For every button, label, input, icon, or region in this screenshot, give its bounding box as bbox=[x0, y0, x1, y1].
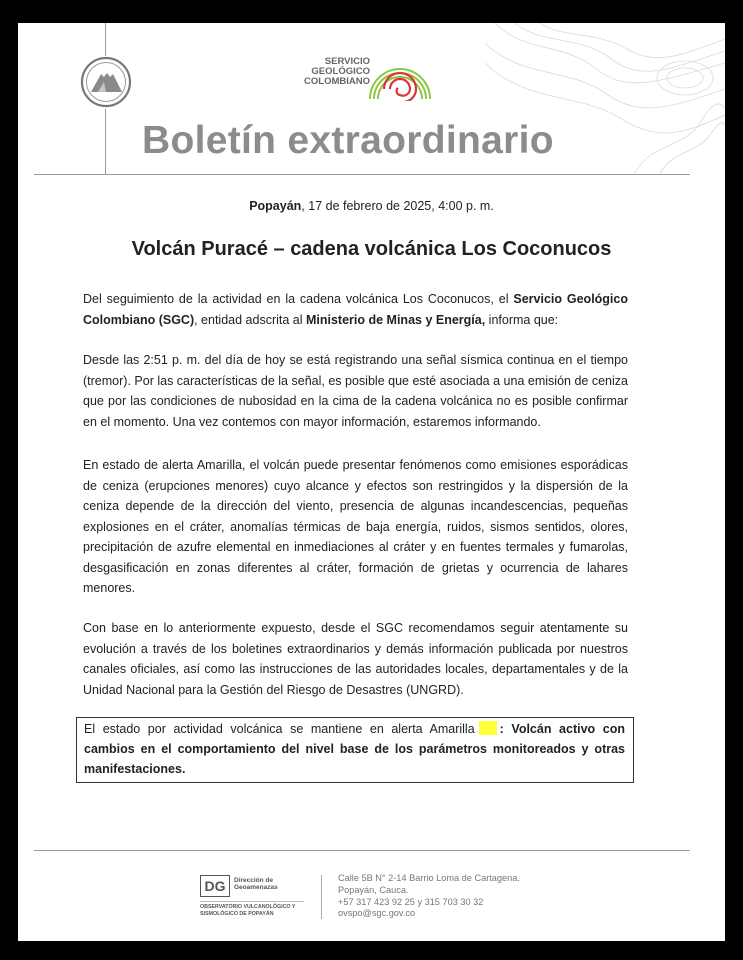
alert-description: : Volcán activo con cambios en el comportamiento del nivel base de los parámetros monitoreados y otras manifestaciones. bbox=[84, 722, 625, 776]
contact-email[interactable]: ovspo@sgc.gov.co bbox=[338, 908, 416, 919]
sgc-logo bbox=[298, 49, 438, 101]
volcano-emblem-icon bbox=[80, 56, 132, 108]
svg-text:DG: DG bbox=[204, 878, 226, 894]
contact-phones: +57 317 423 92 25 y 315 703 30 32 bbox=[338, 896, 484, 907]
alert-level-swatch bbox=[479, 721, 497, 735]
contact-city: Popayán, Cauca. bbox=[338, 884, 409, 895]
emblem-line-top bbox=[105, 23, 106, 56]
footer-vertical-separator bbox=[321, 875, 322, 919]
header-divider bbox=[34, 174, 690, 175]
emblem-line-bottom bbox=[105, 109, 106, 175]
ministry-name: Ministerio de Minas y Energía, bbox=[305, 312, 486, 327]
recommendation-paragraph: Con base en lo anteriormente expuesto, desde el SGC recomendamos seguir atentamente su evolución a través de los boletines extraordinarios y demás información publicada por nuestros canales oficiales, así como las instrucciones de las autoridades locales, departamentales y de la Unidad Nacional para la Gestión del Riesgo de Desastres (UNGRD). bbox=[83, 621, 628, 697]
alert-lead-text: El estado por actividad volcánica se mantiene en alerta Amarilla bbox=[84, 722, 475, 736]
sgc-name: Servicio Geológico Colombiano (SGC) bbox=[83, 292, 628, 327]
dg-name: Dirección de Geoamenazas bbox=[234, 877, 278, 891]
bulletin-page bbox=[18, 23, 725, 941]
alert-phenomena-paragraph: En estado de alerta Amarilla, el volcán puede presentar fenómenos como emisiones esporádicas de ceniza (erupciones menores) cuyo alcance y efectos son restringidos y la dispersión de la ceniza depende de la dirección del viento, presencia de algunas incandescencias, pequeñas explosiones en el cráter, anomalías térmicas de baja energía, ruidos, sismos sentidos, olores, precipitación de azufre elemental en inmediaciones al cráter y en fuentes termales y fumarolas, desgasificación en zonas diferentes al cráter, formación de grietas y ocurrencia de lahares menores. bbox=[83, 458, 628, 595]
dateline-city: Popayán bbox=[249, 199, 302, 213]
footer-divider bbox=[34, 850, 690, 851]
dateline bbox=[18, 199, 725, 213]
observatory-name: OBSERVATORIO VULCANOLÓGICO Y SISMOLÓGICO DE POPAYÁN bbox=[200, 904, 296, 917]
dg-separator bbox=[200, 901, 304, 902]
alert-status-box bbox=[76, 717, 634, 783]
dg-logo bbox=[200, 875, 310, 925]
dg-logo-icon bbox=[200, 875, 230, 897]
intro-paragraph: Del seguimiento de la actividad en la cadena volcánica Los Coconucos, el Servicio Geológico Colombiano (SGC), entidad adscrita al Ministerio de Minas y Energía, informa que: bbox=[83, 292, 628, 327]
dateline-date: , 17 de febrero de 2025, 4:00 p. m. bbox=[301, 199, 494, 213]
tremor-paragraph: Desde las 2:51 p. m. del día de hoy se está registrando una señal sísmica continua en el tiempo (tremor). Por las características de la señal, es posible que esté asociada a una emisión de ceniza que por las condiciones de nubosidad en la cima de la cadena volcánica no es posible confirmar en el momento. Una vez contemos con mayor información, estaremos informando. bbox=[83, 353, 628, 429]
sgc-logo-text: SERVICIO GEOLÓGICO COLOMBIANO bbox=[304, 56, 370, 87]
contact-info bbox=[338, 873, 520, 920]
bulletin-subtitle: Volcán Puracé – cadena volcánica Los Coconucos bbox=[131, 238, 612, 260]
contact-address: Calle 5B N° 2-14 Barrio Loma de Cartagena. bbox=[338, 873, 520, 883]
sgc-spiral-icon bbox=[364, 49, 438, 101]
bulletin-title: Boletín extraordinario bbox=[142, 119, 554, 162]
